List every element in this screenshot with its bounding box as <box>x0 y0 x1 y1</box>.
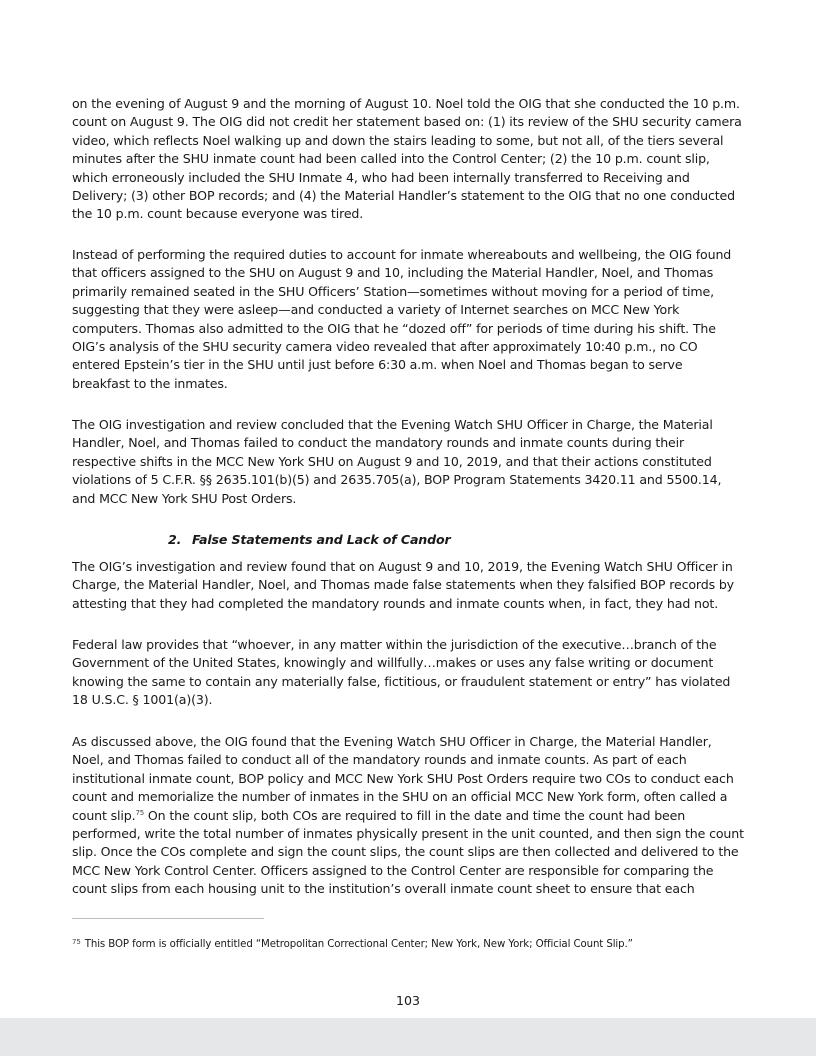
footnote <box>72 935 744 952</box>
paragraph-false-statements <box>72 558 744 613</box>
footnote-divider <box>72 918 264 919</box>
paragraph-text: on the evening of August 9 and the morning of August 10. Noel told the OIG that she conducted the 10 p.m. count on August 9. The OIG did not credit her statement based on: (1) its review of the SHU security camera video, which reflects Noel walking up and down the stairs leading to some, but not all, of the tiers several minutes after the SHU inmate count had been called into the Control Center; (2) the 10 p.m. count slip, which erroneously included the SHU Inmate 4, who had been internally transferred to Receiving and Delivery; (3) other BOP records; and (4) the Material Handler’s statement to the OIG that no one conducted the 10 p.m. count because everyone was tired. <box>72 96 742 222</box>
paragraph-federal-law <box>72 636 744 710</box>
section-title: False Statements and Lack of Candor <box>192 532 451 547</box>
footnote-number: 75 <box>72 938 81 946</box>
section-number: 2. <box>168 532 182 547</box>
paragraph-text: The OIG’s investigation and review found that on August 9 and 10, 2019, the Evening Watch SHU Officer in Charge, the Material Handler, Noel, and Thomas made false statements when they falsified BOP records by attesting that they had completed the mandatory rounds and inmate counts when, in fact, they had not. <box>72 559 734 611</box>
viewer-bottom-margin <box>0 1018 816 1056</box>
paragraph-count-slips <box>72 733 744 899</box>
footnote-text: This BOP form is officially entitled “Metropolitan Correctional Center; New York, New York; Official Count Slip.” <box>84 939 633 950</box>
paragraph-text <box>72 733 744 899</box>
paragraph-officer-conduct <box>72 246 744 393</box>
paragraph-conclusion <box>72 416 744 508</box>
section-heading <box>168 531 451 549</box>
footnote-reference[interactable]: 75 <box>135 808 145 817</box>
paragraph-count-discussion <box>72 95 744 224</box>
paragraph-text: The OIG investigation and review concluded that the Evening Watch SHU Officer in Charge, the Material Handler, Noel, and Thomas failed to conduct the mandatory rounds and inmate counts during their respective shifts in the MCC New York SHU on August 9 and 10, 2019, and that their actions constituted violations of 5 C.F.R. §§ 2635.101(b)(5) and 2635.705(a), BOP Program Statements 3420.11 and 5500.14, and MCC New York SHU Post Orders. <box>72 417 722 506</box>
page-number: 103 <box>395 993 421 1008</box>
paragraph-text-part: As discussed above, the OIG found that the Evening Watch SHU Officer in Charge, the Material Handler, Noel, and Thomas failed to conduct all of the mandatory rounds and inmate counts. As part of each institutional inmate count, BOP policy and MCC New York SHU Post Orders require two COs to conduct each count and memorialize the number of inmates in the SHU on an official MCC New York form, often called a count slip. <box>72 734 734 823</box>
paragraph-text-part: On the count slip, both COs are required to fill in the date and time the count had been performed, write the total number of inmates physically present in the unit counted, and then sign the count slip. Once the COs complete and sign the count slips, the count slips are then collected and delivered to the MCC New York Control Center. Officers assigned to the Control Center are responsible for comparing the count slips from each housing unit to the institution’s overall inmate count sheet to ensure that each <box>72 807 744 897</box>
paragraph-text: Federal law provides that “whoever, in any matter within the jurisdiction of the executive…branch of the Government of the United States, knowingly and willfully…makes or uses any false writing or document knowing the same to contain any materially false, fictitious, or fraudulent statement or entry” has violated 18 U.S.C. § 1001(a)(3). <box>72 637 731 708</box>
paragraph-text: Instead of performing the required duties to account for inmate whereabouts and wellbeing, the OIG found that officers assigned to the SHU on August 9 and 10, including the Material Handler, Noel, and Thomas primarily remained seated in the SHU Officers’ Station—sometimes without moving for a period of time, suggesting that they were asleep—and conducted a variety of Internet searches on MCC New York computers. Thomas also admitted to the OIG that he “dozed off” for periods of time during his shift. The OIG’s analysis of the SHU security camera video revealed that after approximately 10:40 p.m., no CO entered Epstein’s tier in the SHU until just before 6:30 a.m. when Noel and Thomas began to serve breakfast to the inmates. <box>72 247 732 391</box>
